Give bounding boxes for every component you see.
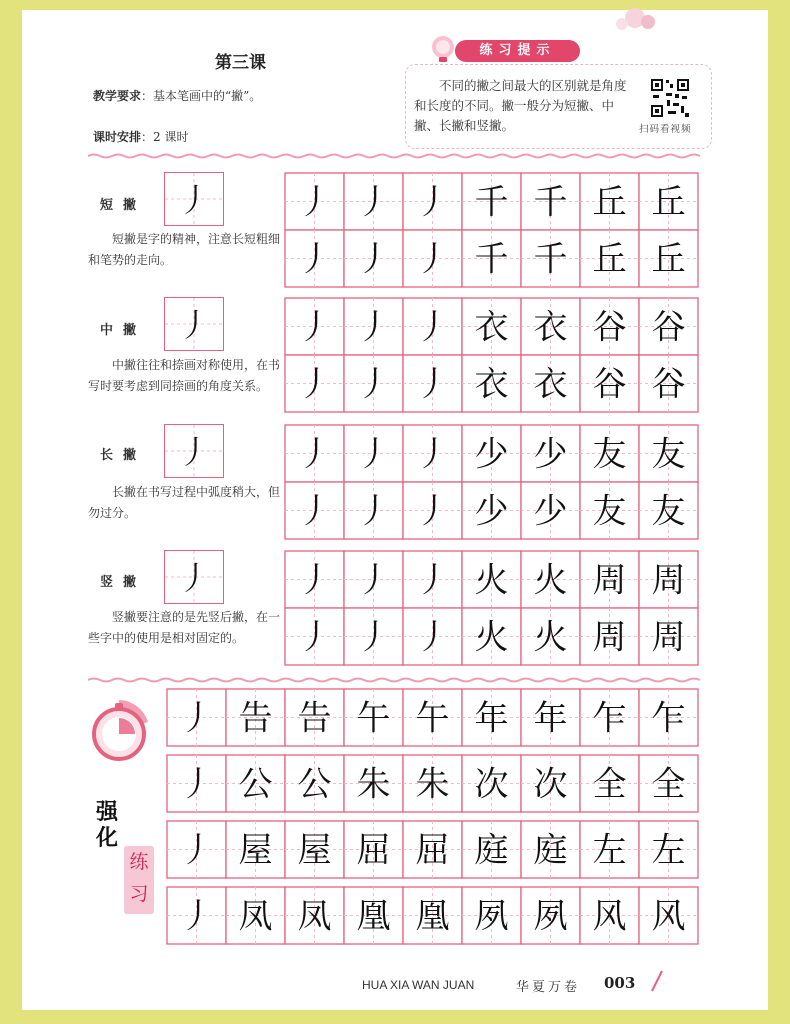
grid-cell[interactable] bbox=[639, 173, 698, 230]
grid-character: 少 bbox=[533, 491, 568, 532]
grid-cell[interactable] bbox=[226, 887, 285, 944]
grid-character: 左 bbox=[592, 830, 627, 871]
grid-cell[interactable] bbox=[639, 608, 698, 665]
stroke-name: 短撇 bbox=[100, 198, 147, 213]
grid-character: 火 bbox=[533, 560, 568, 601]
grid-character: 丿 bbox=[356, 239, 391, 280]
stroke-sample-box bbox=[164, 424, 224, 478]
writing-grid bbox=[284, 550, 699, 666]
grid-cell[interactable] bbox=[285, 298, 344, 355]
grid-cell[interactable] bbox=[462, 689, 521, 746]
lightbulb-icon bbox=[428, 34, 458, 64]
grid-canvas bbox=[284, 550, 699, 666]
grid-cell[interactable] bbox=[580, 551, 639, 608]
lesson-title: 第三课 bbox=[215, 53, 266, 73]
grid-character: 夙 bbox=[533, 896, 568, 937]
grid-cell[interactable] bbox=[403, 887, 462, 944]
grid-cell[interactable] bbox=[462, 887, 521, 944]
page-number: 003 bbox=[604, 974, 636, 992]
grid-cell[interactable] bbox=[344, 887, 403, 944]
grid-cell[interactable] bbox=[167, 821, 226, 878]
grid-character: 衣 bbox=[533, 307, 568, 348]
grid-character: 年 bbox=[533, 698, 568, 739]
grid-row bbox=[285, 425, 698, 482]
stroke-sample-box bbox=[164, 172, 224, 226]
grid-character: 丿 bbox=[297, 491, 332, 532]
grid-cell[interactable] bbox=[580, 821, 639, 878]
grid-character: 屈 bbox=[356, 830, 391, 871]
grid-cell[interactable] bbox=[639, 298, 698, 355]
hours-text: ：2 课时 bbox=[141, 130, 189, 144]
grid-cell[interactable] bbox=[639, 482, 698, 539]
grid-character: 丿 bbox=[415, 617, 450, 658]
grid-character: 屋 bbox=[297, 830, 332, 871]
grid-character: 周 bbox=[651, 617, 686, 658]
grid-character: 丿 bbox=[179, 830, 214, 871]
grid-character: 谷 bbox=[651, 364, 686, 405]
grid-row bbox=[285, 355, 698, 412]
grid-character: 全 bbox=[592, 764, 627, 805]
requirement-label: 教学要求 bbox=[93, 89, 142, 103]
grid-character: 次 bbox=[474, 764, 509, 805]
grid-character: 丿 bbox=[297, 617, 332, 658]
grid-character: 丿 bbox=[297, 560, 332, 601]
stroke-name: 中撇 bbox=[100, 323, 147, 338]
stroke-name: 长撇 bbox=[100, 448, 147, 463]
grid-cell[interactable] bbox=[639, 425, 698, 482]
grid-cell[interactable] bbox=[403, 173, 462, 230]
grid-cell[interactable] bbox=[521, 173, 580, 230]
grid-cell[interactable] bbox=[521, 355, 580, 412]
grid-character: 衣 bbox=[533, 364, 568, 405]
grid-cell[interactable] bbox=[403, 482, 462, 539]
grid-character: 丿 bbox=[356, 491, 391, 532]
grid-character: 友 bbox=[592, 434, 627, 475]
sample-guides bbox=[165, 298, 223, 350]
stroke-sample-char: 丿 bbox=[177, 181, 211, 219]
grid-character: 凰 bbox=[356, 896, 391, 937]
grid-character: 告 bbox=[297, 698, 332, 739]
grid-cell[interactable] bbox=[403, 821, 462, 878]
grid-character: 千 bbox=[533, 182, 568, 223]
grid-row bbox=[167, 689, 698, 746]
grid-character: 丿 bbox=[415, 560, 450, 601]
grid-cell[interactable] bbox=[521, 887, 580, 944]
grid-row bbox=[285, 230, 698, 287]
writing-grid bbox=[284, 172, 699, 288]
grid-character: 谷 bbox=[592, 364, 627, 405]
stroke-sample-char: 丿 bbox=[177, 306, 211, 344]
stroke-name: 竖撇 bbox=[100, 575, 147, 590]
grid-character: 丿 bbox=[356, 307, 391, 348]
footer-slash-icon bbox=[650, 970, 664, 992]
grid-canvas bbox=[284, 297, 699, 413]
grid-cell[interactable] bbox=[580, 355, 639, 412]
grid-character: 屈 bbox=[415, 830, 450, 871]
grid-cell[interactable] bbox=[521, 821, 580, 878]
tip-tag: 练习提示 bbox=[455, 40, 580, 62]
grid-character: 少 bbox=[474, 434, 509, 475]
grid-character: 谷 bbox=[592, 307, 627, 348]
grid-character: 丿 bbox=[297, 182, 332, 223]
grid-cell[interactable] bbox=[344, 425, 403, 482]
grid-character: 丿 bbox=[356, 560, 391, 601]
grid-character: 周 bbox=[651, 560, 686, 601]
grid-row bbox=[285, 482, 698, 539]
grid-cell[interactable] bbox=[403, 298, 462, 355]
grid-cell[interactable] bbox=[285, 821, 344, 878]
grid-row bbox=[285, 173, 698, 230]
grid-character: 公 bbox=[238, 764, 273, 805]
grid-cell[interactable] bbox=[462, 355, 521, 412]
grid-character: 丿 bbox=[415, 491, 450, 532]
grid-canvas bbox=[284, 424, 699, 540]
grid-character: 火 bbox=[474, 617, 509, 658]
grid-character: 丘 bbox=[592, 182, 627, 223]
grid-character: 丿 bbox=[415, 364, 450, 405]
grid-cell[interactable] bbox=[344, 608, 403, 665]
grid-cell[interactable] bbox=[285, 173, 344, 230]
grid-character: 丿 bbox=[356, 434, 391, 475]
grid-cell[interactable] bbox=[285, 608, 344, 665]
grid-cell[interactable] bbox=[285, 355, 344, 412]
grid-character: 丿 bbox=[297, 239, 332, 280]
grid-character: 丘 bbox=[651, 239, 686, 280]
grid-cell[interactable] bbox=[521, 425, 580, 482]
grid-cell[interactable] bbox=[226, 821, 285, 878]
grid-character: 丿 bbox=[297, 364, 332, 405]
sample-guides bbox=[165, 425, 223, 477]
grid-character: 风 bbox=[592, 896, 627, 937]
grid-row bbox=[285, 298, 698, 355]
grid-cell[interactable] bbox=[580, 689, 639, 746]
grid-cell[interactable] bbox=[639, 230, 698, 287]
grid-cell[interactable] bbox=[403, 355, 462, 412]
grid-character: 少 bbox=[474, 491, 509, 532]
footer-series-en: HUA XIA WAN JUAN bbox=[362, 978, 475, 992]
grid-character: 友 bbox=[651, 491, 686, 532]
grid-character: 乍 bbox=[592, 698, 627, 739]
stroke-sample-char: 丿 bbox=[177, 433, 211, 471]
grid-character: 衣 bbox=[474, 364, 509, 405]
grid-cell[interactable] bbox=[462, 230, 521, 287]
grid-character: 全 bbox=[651, 764, 686, 805]
grid-cell[interactable] bbox=[521, 608, 580, 665]
grid-character: 次 bbox=[533, 764, 568, 805]
hours-label: 课时安排 bbox=[93, 130, 142, 144]
grid-cell[interactable] bbox=[580, 298, 639, 355]
grid-cell[interactable] bbox=[462, 298, 521, 355]
grid-character: 夙 bbox=[474, 896, 509, 937]
grid-row bbox=[285, 608, 698, 665]
grid-cell[interactable] bbox=[580, 482, 639, 539]
grid-character: 丿 bbox=[297, 434, 332, 475]
grid-cell[interactable] bbox=[639, 689, 698, 746]
grid-character: 屋 bbox=[238, 830, 273, 871]
tip-text: 不同的撇之间最大的区别就是角度和长度的不同。撇一般分为短撇、中撇、长撇和竖撇。 bbox=[414, 78, 627, 133]
stroke-description: 长撇在书写过程中弧度稍大，但勿过分。 bbox=[88, 485, 281, 520]
grid-character: 千 bbox=[474, 239, 509, 280]
grid-character: 风 bbox=[651, 896, 686, 937]
stroke-sample-box bbox=[164, 550, 224, 604]
grid-cell[interactable] bbox=[639, 821, 698, 878]
grid-row bbox=[167, 755, 698, 812]
stroke-description: 短撇是字的精神，注意长短粗细和笔势的走向。 bbox=[88, 232, 281, 267]
grid-cell[interactable] bbox=[285, 425, 344, 482]
stroke-description: 中撇往往和捺画对称使用，在书写时要考虑到同捺画的角度关系。 bbox=[88, 358, 281, 393]
grid-cell[interactable] bbox=[580, 887, 639, 944]
sample-guides bbox=[165, 173, 223, 225]
writing-grid bbox=[284, 297, 699, 413]
grid-character: 丿 bbox=[415, 434, 450, 475]
grid-character: 朱 bbox=[415, 764, 450, 805]
grid-character: 丿 bbox=[179, 896, 214, 937]
grid-cell[interactable] bbox=[344, 173, 403, 230]
grid-cell[interactable] bbox=[521, 551, 580, 608]
grid-cell[interactable] bbox=[285, 482, 344, 539]
grid-character: 友 bbox=[651, 434, 686, 475]
grid-cell[interactable] bbox=[344, 482, 403, 539]
grid-cell[interactable] bbox=[403, 608, 462, 665]
grid-cell[interactable] bbox=[285, 551, 344, 608]
grid-character: 少 bbox=[533, 434, 568, 475]
grid-cell[interactable] bbox=[403, 230, 462, 287]
practice-title: 强化 bbox=[96, 800, 119, 851]
grid-cell[interactable] bbox=[344, 551, 403, 608]
grid-character: 年 bbox=[474, 698, 509, 739]
grid-character: 庭 bbox=[533, 830, 568, 871]
grid-cell[interactable] bbox=[403, 551, 462, 608]
grid-character: 告 bbox=[238, 698, 273, 739]
grid-character: 凤 bbox=[297, 896, 332, 937]
grid-cell[interactable] bbox=[580, 230, 639, 287]
grid-character: 衣 bbox=[474, 307, 509, 348]
grid-character: 凰 bbox=[415, 896, 450, 937]
qr-code-icon[interactable] bbox=[650, 78, 690, 118]
stroke-sample-box bbox=[164, 297, 224, 351]
grid-character: 乍 bbox=[651, 698, 686, 739]
class-hours bbox=[93, 128, 188, 145]
grid-character: 周 bbox=[592, 617, 627, 658]
grid-character: 朱 bbox=[356, 764, 391, 805]
grid-character: 谷 bbox=[651, 307, 686, 348]
practice-grid bbox=[166, 688, 699, 945]
clock-icon bbox=[86, 698, 152, 764]
stroke-sample-char: 丿 bbox=[177, 559, 211, 597]
grid-cell[interactable] bbox=[521, 689, 580, 746]
grid-cell[interactable] bbox=[403, 755, 462, 812]
grid-character: 火 bbox=[474, 560, 509, 601]
stroke-description: 竖撇要注意的是先竖后撇，在一些字中的使用是相对固定的。 bbox=[88, 610, 281, 645]
grid-cell[interactable] bbox=[226, 755, 285, 812]
grid-cell[interactable] bbox=[167, 887, 226, 944]
grid-character: 友 bbox=[592, 491, 627, 532]
grid-cell[interactable] bbox=[167, 689, 226, 746]
grid-character: 丿 bbox=[415, 307, 450, 348]
grid-canvas bbox=[284, 172, 699, 288]
grid-character: 千 bbox=[533, 239, 568, 280]
footer-series-cn: 华夏万卷 bbox=[516, 980, 581, 995]
grid-row bbox=[285, 551, 698, 608]
practice-subtitle: 练习 bbox=[124, 846, 154, 914]
grid-cell[interactable] bbox=[344, 689, 403, 746]
grid-cell[interactable] bbox=[403, 425, 462, 482]
grid-character: 周 bbox=[592, 560, 627, 601]
grid-cell[interactable] bbox=[521, 755, 580, 812]
grid-cell[interactable] bbox=[344, 230, 403, 287]
grid-cell[interactable] bbox=[580, 608, 639, 665]
grid-character: 丿 bbox=[179, 698, 214, 739]
grid-cell[interactable] bbox=[462, 755, 521, 812]
grid-cell[interactable] bbox=[285, 689, 344, 746]
grid-cell[interactable] bbox=[285, 230, 344, 287]
grid-canvas bbox=[166, 688, 699, 945]
divider-top bbox=[88, 153, 706, 159]
writing-grid bbox=[284, 424, 699, 540]
grid-character: 丘 bbox=[592, 239, 627, 280]
grid-cell[interactable] bbox=[462, 173, 521, 230]
grid-cell[interactable] bbox=[462, 482, 521, 539]
qr-label: 扫码看视频 bbox=[639, 124, 692, 135]
grid-row bbox=[167, 821, 698, 878]
grid-cell[interactable] bbox=[462, 608, 521, 665]
grid-cell[interactable] bbox=[462, 551, 521, 608]
grid-character: 午 bbox=[356, 698, 391, 739]
grid-character: 丿 bbox=[356, 182, 391, 223]
grid-character: 千 bbox=[474, 182, 509, 223]
grid-cell[interactable] bbox=[344, 355, 403, 412]
grid-cell[interactable] bbox=[521, 298, 580, 355]
divider-bottom bbox=[88, 677, 706, 683]
grid-cell[interactable] bbox=[639, 887, 698, 944]
grid-character: 丿 bbox=[179, 764, 214, 805]
grid-cell[interactable] bbox=[580, 755, 639, 812]
grid-cell[interactable] bbox=[462, 821, 521, 878]
grid-character: 午 bbox=[415, 698, 450, 739]
grid-cell[interactable] bbox=[344, 821, 403, 878]
grid-row bbox=[167, 887, 698, 944]
grid-character: 火 bbox=[533, 617, 568, 658]
grid-character: 丿 bbox=[356, 364, 391, 405]
flower-icon bbox=[590, 6, 680, 36]
grid-cell[interactable] bbox=[639, 551, 698, 608]
grid-character: 庭 bbox=[474, 830, 509, 871]
grid-character: 左 bbox=[651, 830, 686, 871]
grid-cell[interactable] bbox=[285, 887, 344, 944]
grid-character: 丿 bbox=[356, 617, 391, 658]
grid-cell[interactable] bbox=[639, 355, 698, 412]
grid-cell[interactable] bbox=[226, 689, 285, 746]
grid-cell[interactable] bbox=[521, 230, 580, 287]
teaching-requirement bbox=[93, 87, 261, 104]
grid-cell[interactable] bbox=[344, 755, 403, 812]
grid-cell[interactable] bbox=[580, 425, 639, 482]
grid-cell[interactable] bbox=[403, 689, 462, 746]
grid-cell[interactable] bbox=[639, 755, 698, 812]
requirement-text: ：基本笔画中的“撇”。 bbox=[141, 89, 262, 103]
grid-character: 凤 bbox=[238, 896, 273, 937]
grid-cell[interactable] bbox=[344, 298, 403, 355]
grid-cell[interactable] bbox=[285, 755, 344, 812]
grid-character: 丿 bbox=[297, 307, 332, 348]
grid-character: 丘 bbox=[651, 182, 686, 223]
grid-cell[interactable] bbox=[580, 173, 639, 230]
grid-character: 丿 bbox=[415, 239, 450, 280]
grid-character: 公 bbox=[297, 764, 332, 805]
grid-character: 丿 bbox=[415, 182, 450, 223]
grid-cell[interactable] bbox=[521, 482, 580, 539]
grid-cell[interactable] bbox=[462, 425, 521, 482]
sample-guides bbox=[165, 551, 223, 603]
grid-cell[interactable] bbox=[167, 755, 226, 812]
